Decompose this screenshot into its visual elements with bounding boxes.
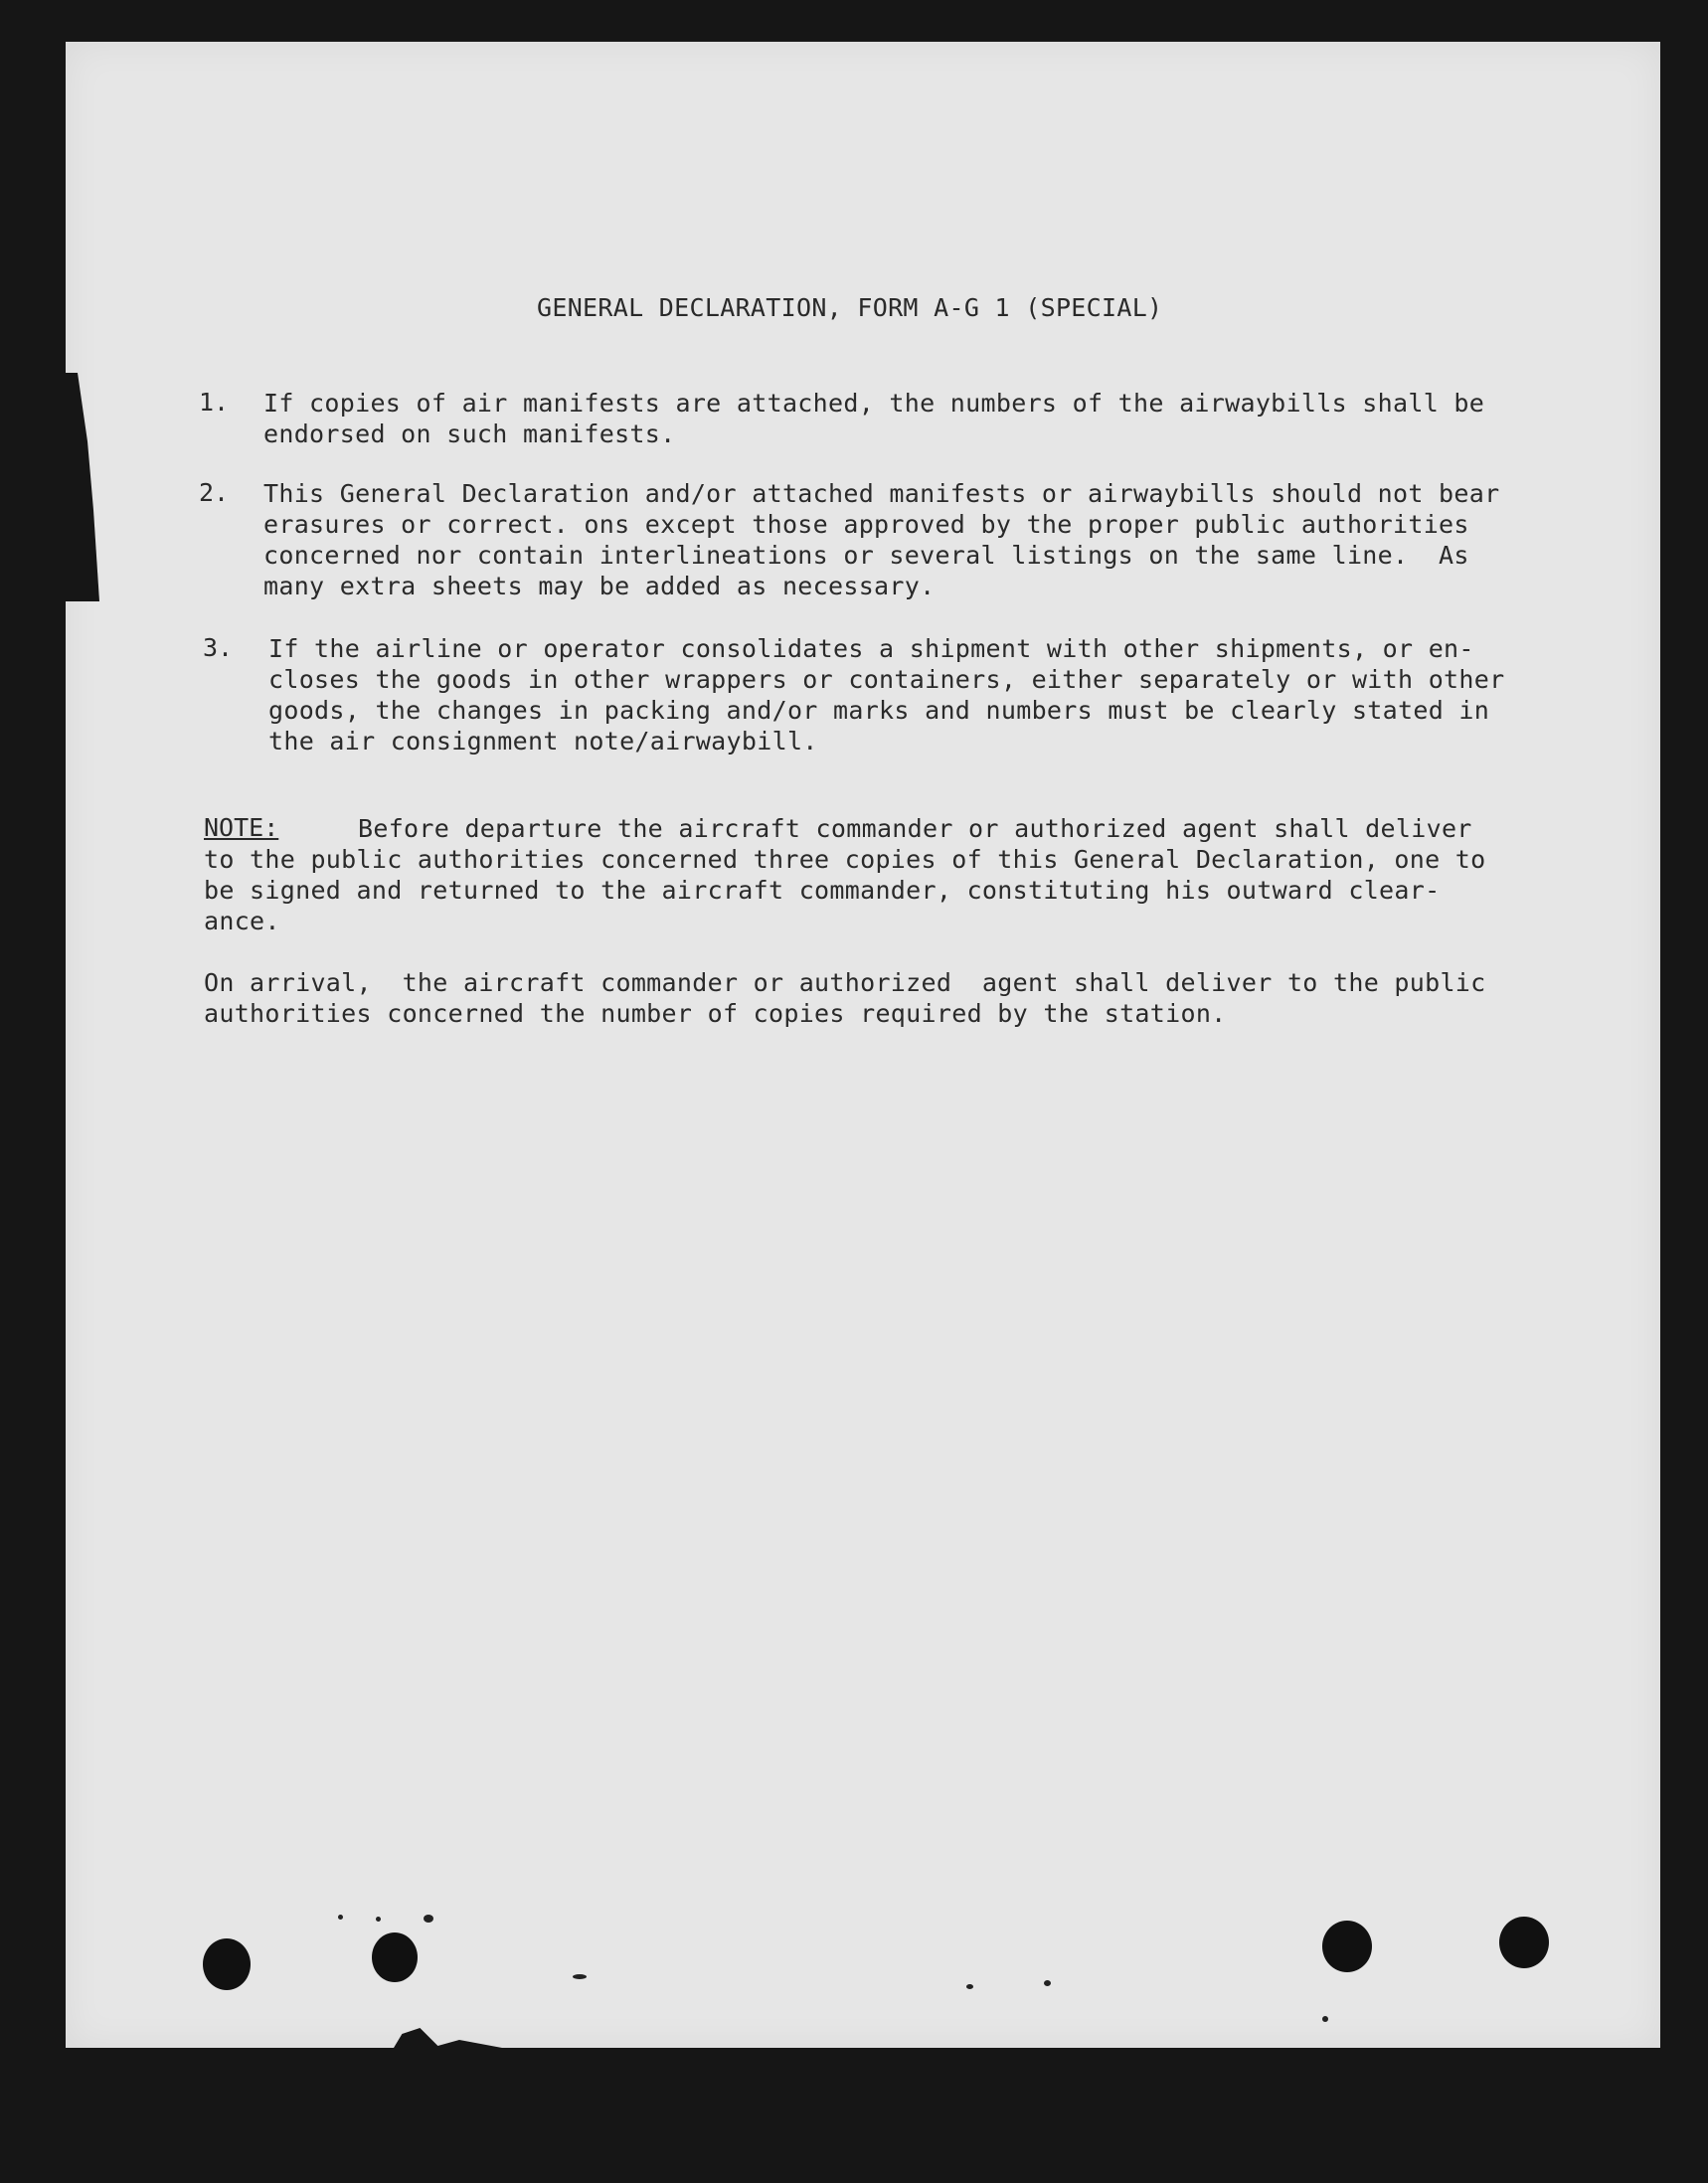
arrival-paragraph: On arrival, the aircraft commander or authorized agent shall deliver to the public authorities concerned the number of copies required by the station. — [204, 968, 1486, 1028]
speck — [424, 1915, 433, 1923]
item-text-3: If the airline or operator consolidates a shipment with other shipments, or en- closes the goods in other wrappers or containers, either separately or with other goods, the changes in packing and/or marks and numbers must be clearly stated in the air consignment note/airwaybill. — [268, 634, 1505, 756]
punch-hole — [1322, 1921, 1372, 1972]
document-heading: GENERAL DECLARATION, FORM A-G 1 (SPECIAL) — [537, 293, 1163, 322]
punch-hole — [203, 1938, 251, 1990]
note-body: to the public authorities concerned three copies of this General Declaration, one to be signed and returned to the aircraft commander, constituting his outward clear- ance. — [204, 845, 1486, 935]
speck — [573, 1974, 587, 1979]
note-label: NOTE: — [204, 813, 279, 842]
punch-hole — [1499, 1917, 1549, 1968]
speck — [966, 1984, 973, 1989]
paper-sheet — [66, 42, 1660, 2048]
note-first-line: Before departure the aircraft commander or authorized agent shall deliver — [358, 814, 1472, 843]
speck — [338, 1915, 343, 1920]
item-text-2: This General Declaration and/or attached manifests or airwaybills should not bear erasures or correct. ons except those approved by the proper public authorities concerned nor contain interlineations or several listings on the same line. As many extra sheets may be added as necessary. — [263, 479, 1500, 600]
punch-hole — [372, 1932, 418, 1982]
speck — [376, 1917, 381, 1922]
item-text-1: If copies of air manifests are attached, the numbers of the airwaybills shall be endorsed on such manifests. — [263, 389, 1485, 448]
item-number-2: 2. — [199, 478, 230, 507]
speck — [1322, 2016, 1328, 2022]
item-number-1: 1. — [199, 388, 230, 417]
speck — [1044, 1980, 1051, 1986]
item-number-3: 3. — [203, 633, 234, 662]
